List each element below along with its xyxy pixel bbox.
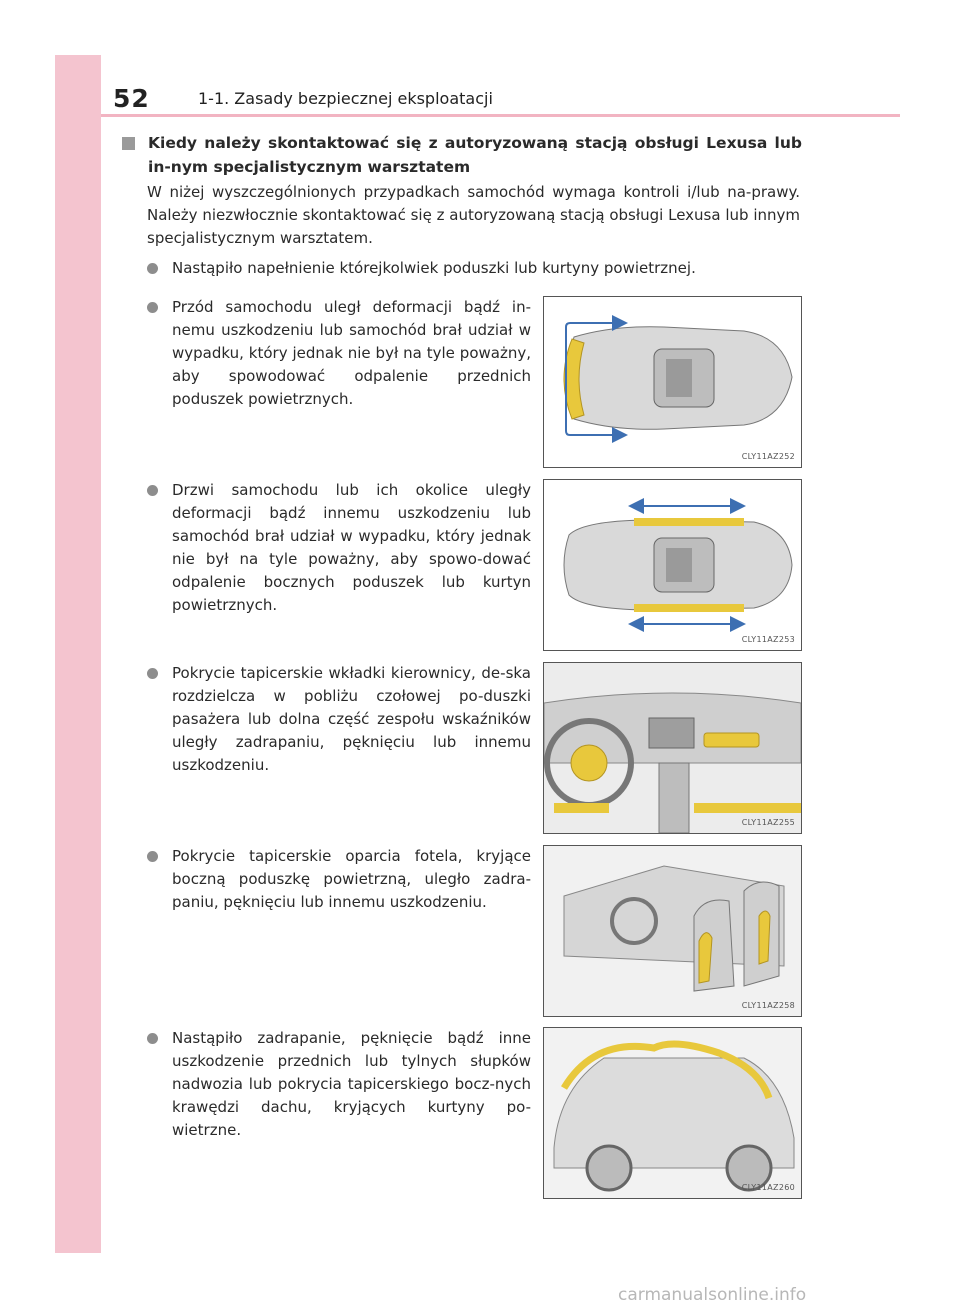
car-top-side-illustration: [544, 480, 801, 650]
bullet-dot-icon: [147, 302, 158, 313]
chapter-tab-band: [55, 55, 101, 1253]
bullet-item: [147, 296, 531, 411]
seat-illustration: [544, 846, 801, 1016]
header-rule: [101, 114, 900, 117]
dashboard-illustration: [544, 663, 801, 833]
figure-code: CLY11AZ252: [741, 452, 795, 461]
figure-front-impact: [543, 296, 802, 468]
bullet-text: Nastąpiło napełnienie którejkolwiek poduszki lub kurtyny powietrznej.: [172, 259, 696, 277]
section-heading: [122, 131, 802, 179]
car-top-front-illustration: [544, 297, 801, 467]
figure-roof-curtains: [543, 1027, 802, 1199]
figure-code: CLY11AZ255: [741, 818, 795, 827]
watermark: carmanualsonline.info: [618, 1285, 807, 1305]
bullet-item: [147, 479, 531, 617]
square-bullet-icon: [122, 137, 135, 150]
figure-code: CLY11AZ253: [741, 635, 795, 644]
roof-curtain-illustration: [544, 1028, 801, 1198]
bullet-dot-icon: [147, 668, 158, 679]
figure-code: CLY11AZ260: [741, 1183, 795, 1192]
bullet-dot-icon: [147, 851, 158, 862]
bullet-dot-icon: [147, 485, 158, 496]
figure-code: CLY11AZ258: [741, 1001, 795, 1010]
bullet-text: Pokrycie tapicerskie wkładki kierownicy, de-ska rozdzielcza w pobliżu czołowej po-duszki pasażera lub dolna część zespołu wskaźników uległy zadrapaniu, pęknięciu lub innemu uszkodzeniu.: [172, 664, 531, 774]
heading-text: Kiedy należy skontaktować się z autoryzowaną stacją obsługi Lexusa lub in-nym specjalistycznym warsztatem: [148, 134, 802, 176]
bullet-item: [147, 845, 531, 914]
bullet-text: Drzwi samochodu lub ich okolice uległy deformacji bądź innemu uszkodzeniu lub samochód brał udział w wypadku, który jednak nie był na tyle poważny, aby spowo-dować odpalenie bocznych poduszek lub kurtyn powietrznych.: [172, 481, 531, 614]
bullet-text: Nastąpiło zadrapanie, pęknięcie bądź inne uszkodzenie przednich lub tylnych słupków nadwozia lub pokrycia tapicerskiego bocz-nych krawędzi dachu, kryjących kurtyny po-wietrzne.: [172, 1029, 531, 1139]
figure-seats: [543, 845, 802, 1017]
bullet-text: Pokrycie tapicerskie oparcia fotela, kryjące boczną poduszkę powietrzną, uległo zadra-paniu, pęknięciu lub innemu uszkodzeniu.: [172, 847, 531, 911]
section-title: 1-1. Zasady bezpiecznej eksploatacji: [198, 89, 493, 108]
bullet-dot-icon: [147, 263, 158, 274]
bullet-text: Przód samochodu uległ deformacji bądź in-nemu uszkodzeniu lub samochód brał udział w wypadku, który jednak nie był na tyle poważny, aby spowodować odpalenie przednich poduszek powietrznych.: [172, 298, 531, 408]
bullet-item: [147, 662, 531, 777]
intro-paragraph: W niżej wyszczególnionych przypadkach samochód wymaga kontroli i/lub na-prawy. Należy niezwłocznie skontaktować się z autoryzowaną stacją obsługi Lexusa lub innym specjalistycznym warsztatem.: [147, 183, 800, 247]
figure-dashboard: [543, 662, 802, 834]
bullet-dot-icon: [147, 1033, 158, 1044]
bullet-item: [147, 257, 802, 280]
figure-side-impact: [543, 479, 802, 651]
bullet-item: [147, 1027, 531, 1142]
page-number: 52: [113, 84, 150, 113]
